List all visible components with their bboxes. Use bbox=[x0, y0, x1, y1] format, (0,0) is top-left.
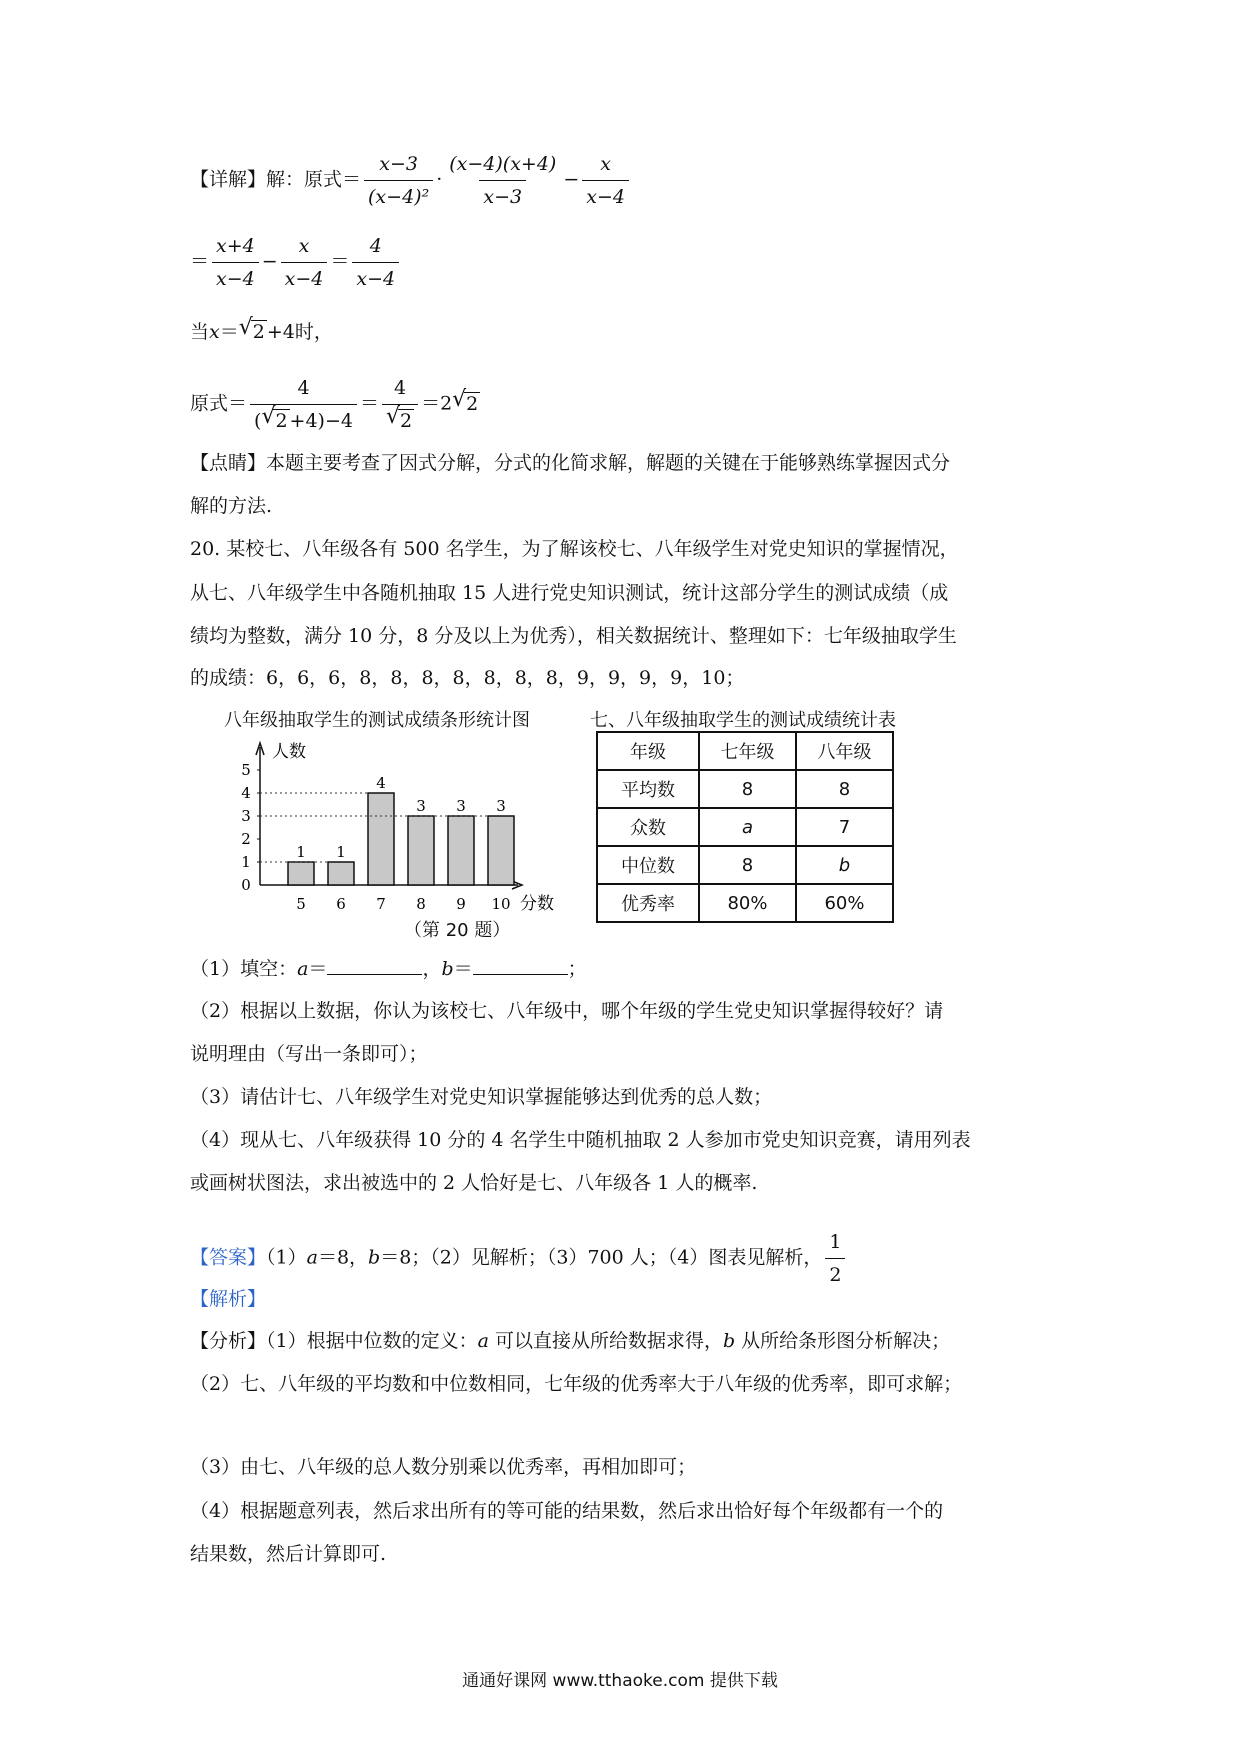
question-4-line-2: 或画树状图法，求出被选中的 2 人恰好是七、八年级各 1 人的概率. bbox=[190, 1172, 758, 1194]
fraction-4: $\frac{x+4}{x-4}$ bbox=[212, 232, 259, 293]
fraction-1: $\frac{x-3}{\text{(x−4)²}}$ bbox=[364, 150, 433, 211]
comment-line-2: 解的方法. bbox=[190, 495, 273, 517]
table-cell: 中位数 bbox=[597, 846, 699, 884]
table-cell: 80% bbox=[699, 884, 796, 922]
y-tick-label: 1 bbox=[241, 853, 251, 871]
comment-line-1: 【点睛】本题主要考查了因式分解，分式的化简求解，解题的关键在于能够熟练掌握因式分 bbox=[190, 452, 951, 474]
question-3: （3）请估计七、八年级学生对党史知识掌握能够达到优秀的总人数； bbox=[190, 1086, 773, 1108]
y-tick-label: 4 bbox=[241, 784, 251, 802]
table-header-cell: 八年级 bbox=[796, 732, 893, 770]
chart-title: 八年级抽取学生的测试成绩条形统计图 bbox=[224, 710, 530, 731]
sqrt-symbol: √ 2 bbox=[238, 315, 265, 343]
bar bbox=[328, 862, 354, 885]
table-cell: 平均数 bbox=[597, 770, 699, 808]
bar-value-label: 1 bbox=[296, 843, 306, 861]
question-2-line-2: 说明理由（写出一条即可）； bbox=[190, 1043, 428, 1065]
bar-value-label: 3 bbox=[496, 797, 506, 815]
table-cell: a bbox=[699, 808, 796, 846]
bar-chart bbox=[230, 735, 570, 940]
table-header-row bbox=[597, 732, 893, 770]
answer-line: 【答案】（1）a＝8，b＝8；（2）见解析；（3）700 人；（4）图表见解析， $\frac{1}{2}$ bbox=[190, 1228, 848, 1289]
table-header-cell: 七年级 bbox=[699, 732, 796, 770]
table-cell: 8 bbox=[796, 770, 893, 808]
analysis-line-4: （4）根据题意列表，然后求出所有的等可能的结果数，然后求出恰好每个年级都有一个的 bbox=[190, 1500, 944, 1522]
fraction-7: 4 ( √ 2 +4)−4 bbox=[250, 374, 357, 435]
sqrt-symbol: √ 2 bbox=[385, 404, 413, 432]
fraction-6: $\frac{4}{x-4}$ bbox=[352, 232, 399, 293]
question-1: （1）填空：a＝ ，b＝ ； bbox=[190, 954, 587, 983]
question-4-line-1: （4）现从七、八年级获得 10 分的 4 名学生中随机抽取 2 人参加市党史知识竞赛，请用列表 bbox=[190, 1129, 971, 1151]
answer-fraction: $\frac{1}{2}$ bbox=[825, 1228, 845, 1289]
sqrt-symbol: √ 2 bbox=[452, 386, 479, 415]
analysis-line-5: 结果数，然后计算即可. bbox=[190, 1543, 387, 1565]
question-2-line-1: （2）根据以上数据，你认为该校七、八年级中，哪个年级的学生党史知识掌握得较好？请 bbox=[190, 1000, 944, 1022]
table-header-cell: 年级 bbox=[597, 732, 699, 770]
bar-value-label: 3 bbox=[456, 797, 466, 815]
analysis-label: 【解析】 bbox=[190, 1288, 267, 1310]
table-cell: b bbox=[796, 846, 893, 884]
table-row bbox=[597, 808, 893, 846]
bar bbox=[368, 793, 394, 885]
x-tick-label: 10 bbox=[491, 895, 511, 913]
x-tick-label: 6 bbox=[336, 895, 346, 913]
chart-caption: （第 20 题） bbox=[404, 920, 511, 941]
y-tick-label: 5 bbox=[241, 761, 251, 779]
analysis-line-1: 【分析】（1）根据中位数的定义：a 可以直接从所给数据求得，b 从所给条形图分析解决； bbox=[190, 1330, 951, 1352]
detail-line-2: ＝ $\frac{x+4}{x-4}$ − $\frac{x}{x-4}$ ＝ $\frac{4}{x-4}$ bbox=[190, 232, 402, 293]
bar-value-label: 4 bbox=[376, 774, 386, 792]
sqrt-symbol: √ 2 bbox=[261, 404, 288, 432]
analysis-line-2: （2）七、八年级的平均数和中位数相同，七年级的优秀率大于八年级的优秀率，即可求解； bbox=[190, 1373, 963, 1395]
y-tick-label: 0 bbox=[241, 876, 251, 894]
answer-label: 【答案】 bbox=[190, 1246, 267, 1269]
table-row bbox=[597, 846, 893, 884]
answer-blank bbox=[473, 954, 568, 975]
table-cell: 众数 bbox=[597, 808, 699, 846]
stats-table bbox=[596, 731, 894, 923]
fraction-5: $\frac{x}{x-4}$ bbox=[281, 232, 328, 293]
table-title: 七、八年级抽取学生的测试成绩统计表 bbox=[590, 710, 896, 731]
problem-line-4: 的成绩：6，6，6，8，8，8，8，8，8，8，9，9，9，9，10； bbox=[190, 667, 745, 689]
bar bbox=[288, 862, 314, 885]
table-cell: 7 bbox=[796, 808, 893, 846]
problem-line-1: 20. 某校七、八年级各有 500 名学生，为了解该校七、八年级学生对党史知识的掌握情况， bbox=[190, 538, 959, 560]
fraction-2: $\frac{(x-4)(x+4)}{x-3}$ bbox=[445, 150, 560, 211]
bar bbox=[448, 816, 474, 885]
bar bbox=[408, 816, 434, 885]
problem-line-2: 从七、八年级学生中各随机抽取 15 人进行党史知识测试，统计这部分学生的测试成绩（成 bbox=[190, 582, 949, 604]
detail-line-3: 当x＝ √ 2 +4时， bbox=[190, 318, 333, 346]
analysis-line-3: （3）由七、八年级的总人数分别乘以优秀率，再相加即可； bbox=[190, 1456, 697, 1478]
bar-value-label: 1 bbox=[336, 843, 346, 861]
x-tick-label: 5 bbox=[296, 895, 306, 913]
detail-label: 【详解】解：原式＝ bbox=[190, 168, 362, 191]
fraction-3: $\frac{x}{x-4}$ bbox=[582, 150, 629, 211]
footer-text: 通通好课网 www.tthaoke.com 提供下载 bbox=[462, 1671, 778, 1691]
x-axis-label: 分数 bbox=[520, 894, 554, 914]
y-tick-label: 2 bbox=[241, 830, 251, 848]
x-tick-label: 9 bbox=[456, 895, 466, 913]
table-row bbox=[597, 884, 893, 922]
table-cell: 60% bbox=[796, 884, 893, 922]
bar bbox=[488, 816, 514, 885]
fraction-8: 4 √ 2 bbox=[382, 374, 418, 435]
x-tick-label: 7 bbox=[376, 895, 386, 913]
table-row bbox=[597, 770, 893, 808]
answer-blank bbox=[327, 954, 422, 975]
table-cell: 8 bbox=[699, 770, 796, 808]
problem-line-3: 绩均为整数，满分 10 分，8 分及以上为优秀），相关数据统计、整理如下：七年级抽取学生 bbox=[190, 625, 957, 647]
table-cell: 优秀率 bbox=[597, 884, 699, 922]
bar-value-label: 3 bbox=[416, 797, 426, 815]
x-tick-label: 8 bbox=[416, 895, 426, 913]
detail-line-4: 原式＝ 4 ( √ 2 +4)−4 ＝ 4 √ 2 ＝2 √ 2 bbox=[190, 374, 480, 435]
y-tick-label: 3 bbox=[241, 807, 251, 825]
detail-line-1: 【详解】解：原式＝ $\frac{x-3}{\text{(x−4)²}}$ · $\frac{(x-4)(x+4)}{x-3}$ − $\frac{x}{x-4}$ bbox=[190, 150, 632, 211]
table-cell: 8 bbox=[699, 846, 796, 884]
y-axis-label: 人数 bbox=[272, 742, 306, 762]
